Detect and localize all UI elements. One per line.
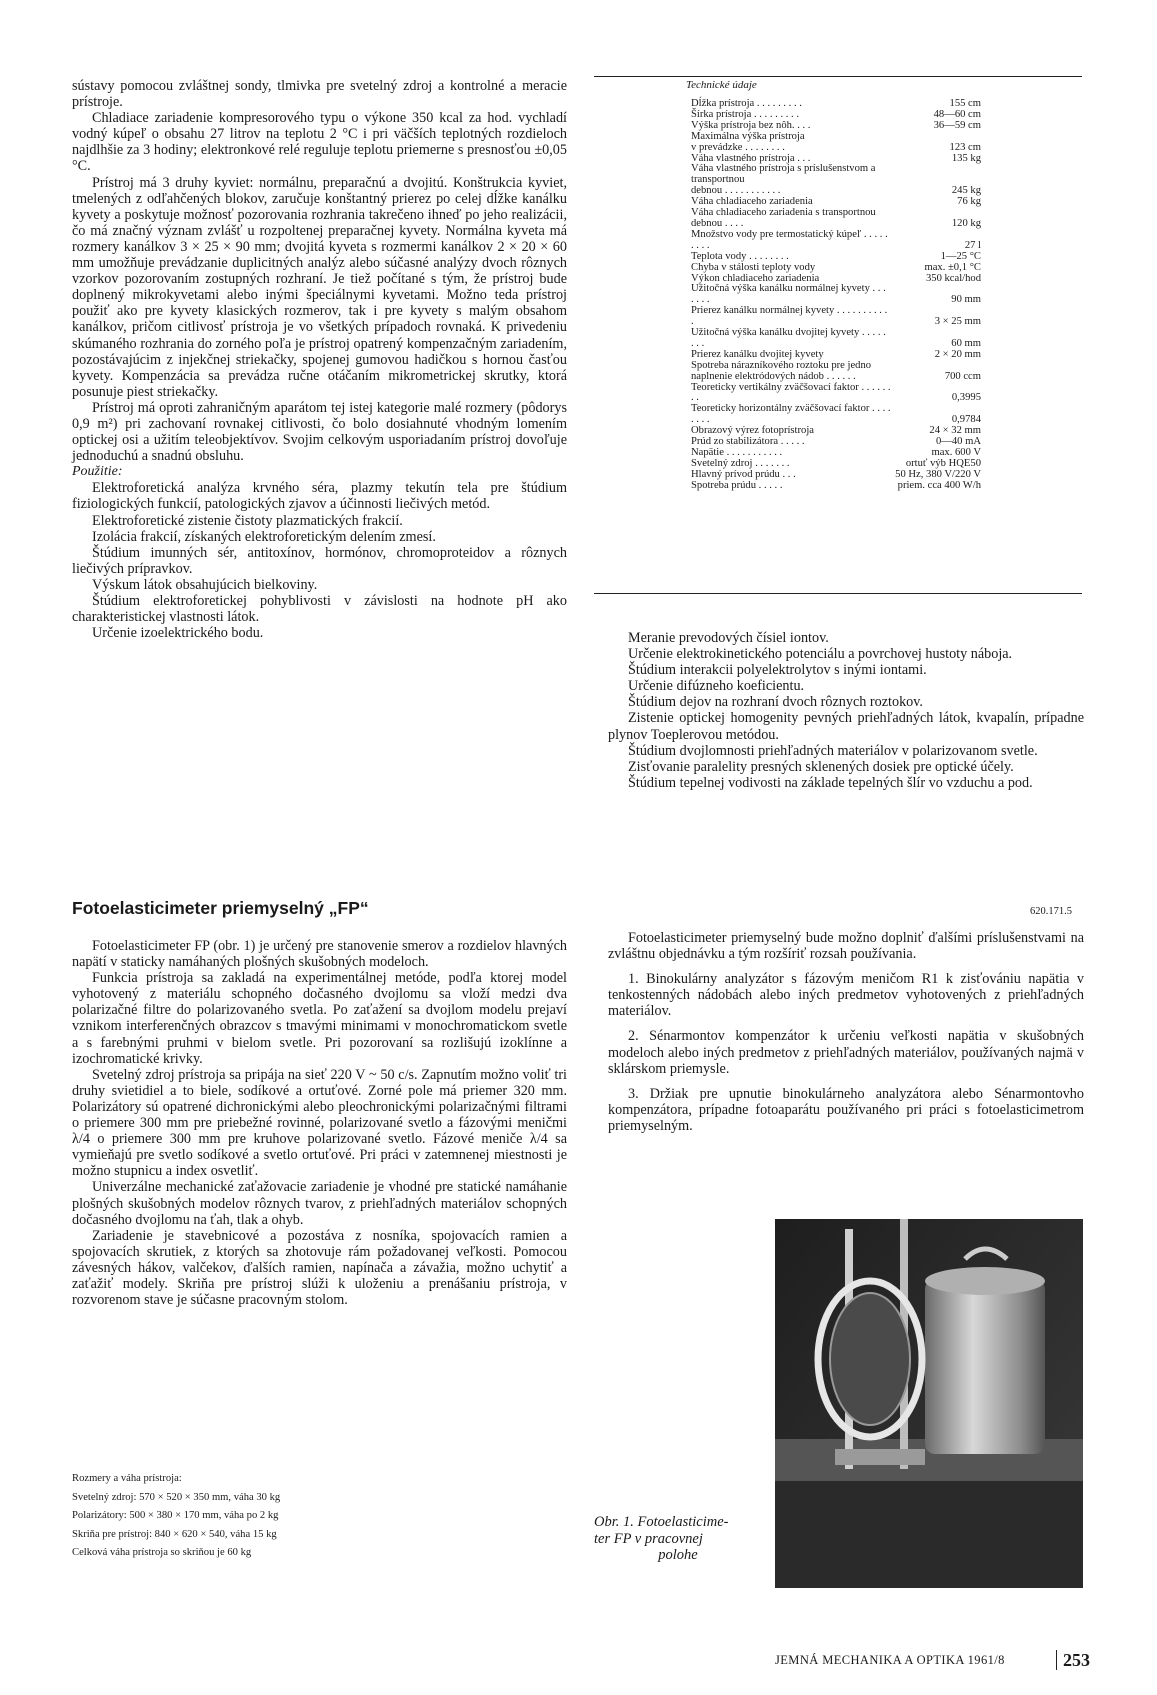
dimensions-title: Rozmery a váha prístroja:: [72, 1473, 182, 1484]
apparatus-photo-image: [775, 1219, 1083, 1588]
technical-data-table: [691, 99, 981, 492]
technical-data-label: Obrazový výrez fotoprístroja: [691, 425, 814, 437]
technical-data-label: Svetelný zdroj . . . . . . .: [691, 457, 790, 469]
technical-data-value: 48—60 cm: [933, 108, 981, 120]
technical-data-value: 2 × 20 mm: [934, 348, 981, 360]
paragraph: Elektroforetická analýza krvného séra, plazmy tekutín tela pre štúdium fiziologických funkcií, patologických zjavov a účinnosti liečivých metód.: [72, 480, 567, 513]
paragraph: Svetelný zdroj prístroja sa pripája na sieť 220 V ~ 50 c/s. Zapnutím možno voliť tri druhy svietidiel a to biele, sodíkové a ortuťové. Zorné pole má priemer 320 mm. Polarizátory sú opatrené dichronickými alebo pleochronickými polarizačnými filtrami o priemere 300 mm pre priebežné rovinné, polarizované svetlo a fázovými meničmi λ/4 o priemere 300 mm pre kruhove polarizované svetlo. Fázové meniče λ/4 sa vymieňajú pre svetlo sodíkové a svetlo ortuťové. Pri práci v zatemnenej miestnosti je možno stupnicu a index osvetliť.: [72, 1066, 567, 1180]
technical-data-value: 90 mm: [951, 294, 981, 306]
figure-photo: [775, 1219, 1083, 1588]
technical-data-row: [691, 164, 981, 186]
technical-data-value: 245 kg: [951, 185, 981, 197]
paragraph: 2. Sénarmontov kompenzátor k určeniu veľkosti napätia v skušobných modeloch alebo iných predmetov z priehľadných materiálov, používaných najmä v sklárskom priemysle.: [608, 1028, 1084, 1077]
technical-data-label: Prierez kanálku dvojitej kyvety: [691, 348, 824, 360]
left-column-bottom: [72, 938, 567, 1308]
technical-data-value: ortuť výb HQE50: [905, 457, 981, 469]
technical-data-value: 155 cm: [949, 98, 981, 109]
technical-data-title: Technické údaje: [686, 79, 757, 91]
technical-data-label: Šírka prístroja . . . . . . . . .: [691, 108, 799, 120]
technical-data-label: Výška prístroja bez nôh. . . .: [691, 119, 811, 131]
technical-data-label: debnou . . . . . . . . . . .: [691, 185, 781, 197]
technical-data-label: Teoreticky horizontálny zväčšovací faktor . . . . . . . .: [691, 403, 891, 426]
technical-data-box: [594, 76, 1082, 594]
technical-data-value: 120 kg: [951, 217, 981, 229]
page-number: 253: [1063, 1650, 1090, 1670]
paragraph: Izolácia frakcií, získaných elektroforetickým delením zmesí.: [92, 528, 436, 545]
technical-data-value: 24 × 32 mm: [929, 425, 981, 437]
paragraph: Chladiace zariadenie kompresorového typu o výkone 350 kcal za hod. vychladí vodný kúpeľ o obsahu 27 litrov na teplotu 2 °C i pri väčších teplotných rozdieloch najdlhšie za 3 hodiny; elektronkové relé reguluje teplotu priemerne s presnosťou ±0,05 °C.: [72, 110, 567, 175]
technical-data-value: 76 kg: [957, 196, 981, 208]
technical-data-value: max. 600 V: [931, 447, 981, 458]
technical-data-label: Teoreticky vertikálny zväčšovací faktor . . . . . . . .: [691, 381, 891, 404]
technical-data-value: 0—40 mA: [935, 436, 981, 448]
technical-data-value: 27 l: [964, 239, 981, 251]
article-heading: Fotoelasticimeter priemyselný „FP“: [72, 898, 369, 918]
list-item: Štúdium interakcii polyelektrolytov s inými iontami.: [628, 662, 927, 679]
technical-data-label: Množstvo vody pre termostatický kúpeľ . . . . . . . . .: [691, 228, 888, 251]
technical-data-label: Prierez kanálku normálnej kyvety . . . . . . . . . . .: [691, 305, 888, 328]
technical-data-label: Váha chladiaceho zariadenia: [691, 196, 813, 208]
technical-data-value: 36—59 cm: [933, 119, 981, 131]
technical-data-label: Spotreba nárazníkového roztoku pre jedno naplnenie elektródových nádob . . . . . .: [691, 359, 872, 382]
technical-data-row: [691, 328, 981, 350]
journal-footer: JEMNÁ MECHANIKA A OPTIKA 1961/8: [775, 1653, 1005, 1667]
technical-data-value: max. ±0,1 °C: [924, 261, 981, 273]
list-item: Určenie elektrokinetického potenciálu a povrchovej hustoty náboja.: [628, 646, 1013, 663]
technical-data-row: [691, 132, 981, 143]
technical-data-value: 135 kg: [951, 152, 981, 164]
list-item: Zistenie optickej homogenity pevných priehľadných látok, kvapalín, prípadne plynov Toeplerovou metódou.: [608, 710, 1084, 743]
paragraph: Funkcia prístroja sa zakladá na experimentálnej metóde, podľa ktorej model vyhotovený z materiálu schopného dočasného dvojlomu sa vloží medzi dva polarizačné filtre do polarizovaného svetla. Po zaťažení sa dvojlom modelu prejaví vznikom interferenčných obrazcov s tmavými minimami v monochromatickom svetle a s farebnými pruhmi v bielom svetle. Pri pozorovaní sa rozlišujú izoklínne a izochromatické krivky.: [72, 970, 567, 1067]
technical-data-label: Váha chladiaceho zariadenia s transportnou debnou . . . .: [691, 207, 876, 229]
figure-caption: [594, 1514, 762, 1564]
list-item: Určenie difúzneho koeficientu.: [628, 678, 805, 695]
technical-data-value: 0,9784: [951, 414, 981, 426]
right-column-list: [608, 630, 1084, 791]
dimensions-list: [72, 1470, 452, 1563]
technical-data-label: Spotreba prúdu . . . . .: [691, 479, 783, 491]
technical-data-row: [691, 143, 981, 154]
paragraph: Prístroj má 3 druhy kyviet: normálnu, preparačnú a dvojitú. Konštrukcia kyviet, tmelených z odľahčených blokov, zaručuje konštantný prierez po celej dĺžke kanálku kyvety a poskytuje možnosť pozorovania rozhrania takrečeno ihneď po jeho realizácii, čo má značný význam zvlášť u rozpoltenej preparačnej kyvety. Normálna kyveta má rozmery kanálkov 3 × 25 × 90 mm; dvojitá kyveta s rozmermi kanálkov 2 × 20 × 60 mm umožňuje prevádzanie duplicitných analýz alebo súčasné analýzy dvoch rôznych vzorkov pozorovaním zostupných rozhraní. Je tiež počítané s tým, že prístroj bude doplnený mikrokyvetami alebo inými špeciálnymi kyvetami. Možno teda prístroj použiť ako pre kyvety klasických rozmerov, tak i pre kyvety s malým obsahom kanálkov, pričom citlivosť prístroja je vo všetkých prípadoch rovnaká. K privedeniu skúmaného rozhrania do zorného poľa je prístroj opatrený kompenzačným zariadením, pozostávajúcim z injekčnej striekačky, spojenej gumovou hadičkou s hornou časťou kyvety. Kompenzácia sa prevádza ručne otáčaním mikrometrickej skrutky, ktorá posunuje piest striekačky.: [72, 174, 567, 400]
technical-data-label: Chyba v stálosti teploty vody: [691, 261, 816, 273]
technical-data-value: 50 Hz, 380 V/220 V: [895, 468, 981, 480]
technical-data-label: Prúd zo stabilizátora . . . . .: [691, 436, 805, 448]
paragraph: Štúdium imunných sér, antitoxínov, hormónov, chromoproteidov a rôznych liečivých prípravkov.: [72, 544, 567, 577]
technical-data-label: Napätie . . . . . . . . . . .: [691, 447, 783, 458]
udc-code: 620.171.5: [1030, 906, 1072, 917]
paragraph: Výskum látok obsahujúcich bielkoviny.: [92, 576, 318, 593]
dimensions-item: Svetelný zdroj: 570 × 520 × 350 mm, váha 30 kg: [72, 1491, 281, 1503]
dimensions-item: Skriňa pre prístroj: 840 × 620 × 540, váha 15 kg: [72, 1528, 277, 1540]
technical-data-label: Dĺžka prístroja . . . . . . . . .: [691, 98, 802, 109]
technical-data-label: Teplota vody . . . . . . . .: [691, 250, 789, 262]
technical-data-row: [691, 284, 981, 306]
dimensions-item: Polarizátory: 500 × 380 × 170 mm, váha po 2 kg: [72, 1510, 279, 1521]
technical-data-value: priem. cca 400 W/h: [897, 479, 981, 491]
technical-data-value: 1—25 °C: [940, 250, 981, 262]
technical-data-value: [891, 164, 981, 186]
technical-data-value: [891, 132, 981, 143]
technical-data-label: Užitočná výška kanálku normálnej kyvety . . . . . . .: [691, 283, 886, 306]
list-item: Štúdium dejov na rozhraní dvoch rôznych roztokov.: [628, 694, 923, 711]
technical-data-row: [691, 252, 981, 263]
list-item: Štúdium tepelnej vodivosti na základe tepelných šlír vo vzduchu a pod.: [628, 774, 1033, 791]
right-column-bottom: [608, 930, 1084, 1134]
paragraph: Prístroj má oproti zahraničným aparátom tej istej kategorie malé rozmery (pôdorys 0,9 m²) pri zachovaní rovnakej citlivosti, čo bolo dosiahnuté vhodným lomením optickej osi a užitím teleobjektívov. Svojim celkovým usporiadaním prístroj dovoľuje jednoduchú a snadnú obsluhu.: [72, 399, 567, 465]
technical-data-value: 700 ccm: [944, 370, 981, 382]
paragraph: Univerzálne mechanické zaťažovacie zariadenie je vhodné pre statické namáhanie plošných skušobných modelov rôznych tvarov, z priehľadných materiálov schopných dočasného dvojlomu na ťah, tlak a ohyb.: [72, 1179, 567, 1228]
technical-data-row: [691, 208, 981, 230]
paragraph: Štúdium elektroforetickej pohyblivosti v závislosti na hodnote pH ako charakteristickej vlastnosti látok.: [72, 593, 567, 626]
technical-data-row: [691, 404, 981, 426]
technical-data-value: 3 × 25 mm: [934, 316, 981, 328]
caption-line: polohe: [658, 1547, 698, 1563]
technical-data-label: v prevádzke . . . . . . . .: [691, 141, 785, 153]
technical-data-row: [691, 481, 981, 492]
caption-line: ter FP v pracovnej: [594, 1530, 703, 1547]
list-item: Zisťovanie paralelity presných sklenených dosiek pre optické účely.: [628, 758, 1014, 775]
paragraph: 1. Binokulárny analyzátor s fázovým meničom R1 k zisťovániu napätia v tenkostenných nádobách alebo iných predmetov vyhotovených z priehľadných materiálov.: [608, 971, 1084, 1020]
footer-divider: [1056, 1650, 1057, 1670]
left-column-top: [72, 78, 567, 641]
technical-data-value: 123 cm: [949, 141, 981, 153]
technical-data-label: Váha vlastného prístroja . . .: [691, 152, 811, 164]
paragraph: sústavy pomocou zvláštnej sondy, tlmivka pre svetelný zdroj a kontrolné a meracie prístroje.: [72, 78, 567, 111]
paragraph: Fotoelasticimeter priemyselný bude možno doplniť ďalšími príslušenstvami na zvláštnu objednávku a tým rozšíriť rozsah používania.: [608, 930, 1084, 963]
technical-data-value: 350 kcal/hod: [925, 272, 981, 284]
list-item: Štúdium dvojlomnosti priehľadných materiálov v polarizovanom svetle.: [628, 742, 1038, 759]
technical-data-label: Užitočná výška kanálku dvojitej kyvety . . . . . . . .: [691, 327, 886, 349]
technical-data-row: [691, 383, 981, 405]
technical-data-value: 60 mm: [951, 337, 981, 349]
section-heading: Použitie:: [72, 464, 123, 480]
technical-data-label: Hlavný prívod prúdu . . .: [691, 468, 796, 480]
caption-line: Obr. 1. Fotoelasticime-: [594, 1514, 729, 1530]
paragraph: Zariadenie je stavebnicové a pozostáva z nosníka, spojovacích ramien a spojovacích skrutiek, z ktorých sa zhotovuje rám požadovanej veľkosti. Pomocou závesných hákov, valčekov, ďalších ramien, napínača a závažia, možno uchytiť a zaťažiť modely. Skriňa pre prístroj slúži k uloženiu a prenášaniu prístroja, v rozvorenom stave je súčasne pracovným stolom.: [72, 1227, 567, 1309]
paragraph: Fotoelasticimeter FP (obr. 1) je určený pre stanovenie smerov a rozdielov hlavných napätí v staticky namáhaných plošných skušobných modeloch.: [72, 938, 567, 971]
dimensions-item: Celková váha prístroja so skriňou je 60 kg: [72, 1547, 252, 1558]
paragraph: Určenie izoelektrického bodu.: [92, 625, 264, 642]
technical-data-value: 0,3995: [951, 392, 981, 404]
technical-data-row: [691, 306, 981, 328]
technical-data-row: [691, 263, 981, 274]
technical-data-label: Výkon chladiaceho zariadenia: [691, 272, 820, 284]
technical-data-label: Váha vlastného prístroja s príslušenstvom a transportnou: [691, 163, 876, 186]
paragraph: Elektroforetické zistenie čistoty plazmatických frakcií.: [92, 512, 403, 529]
technical-data-row: [691, 361, 981, 383]
paragraph: 3. Držiak pre upnutie binokulárneho analyzátora alebo Sénarmontovho kompenzátora, prípadne fotoaparátu používaného pri práci s fotoelasticimetrom priemyselným.: [608, 1085, 1084, 1134]
technical-data-row: [691, 230, 981, 252]
technical-data-label: Maximálna výška prístroja: [691, 130, 805, 142]
list-item: Meranie prevodových čísiel iontov.: [628, 630, 829, 646]
